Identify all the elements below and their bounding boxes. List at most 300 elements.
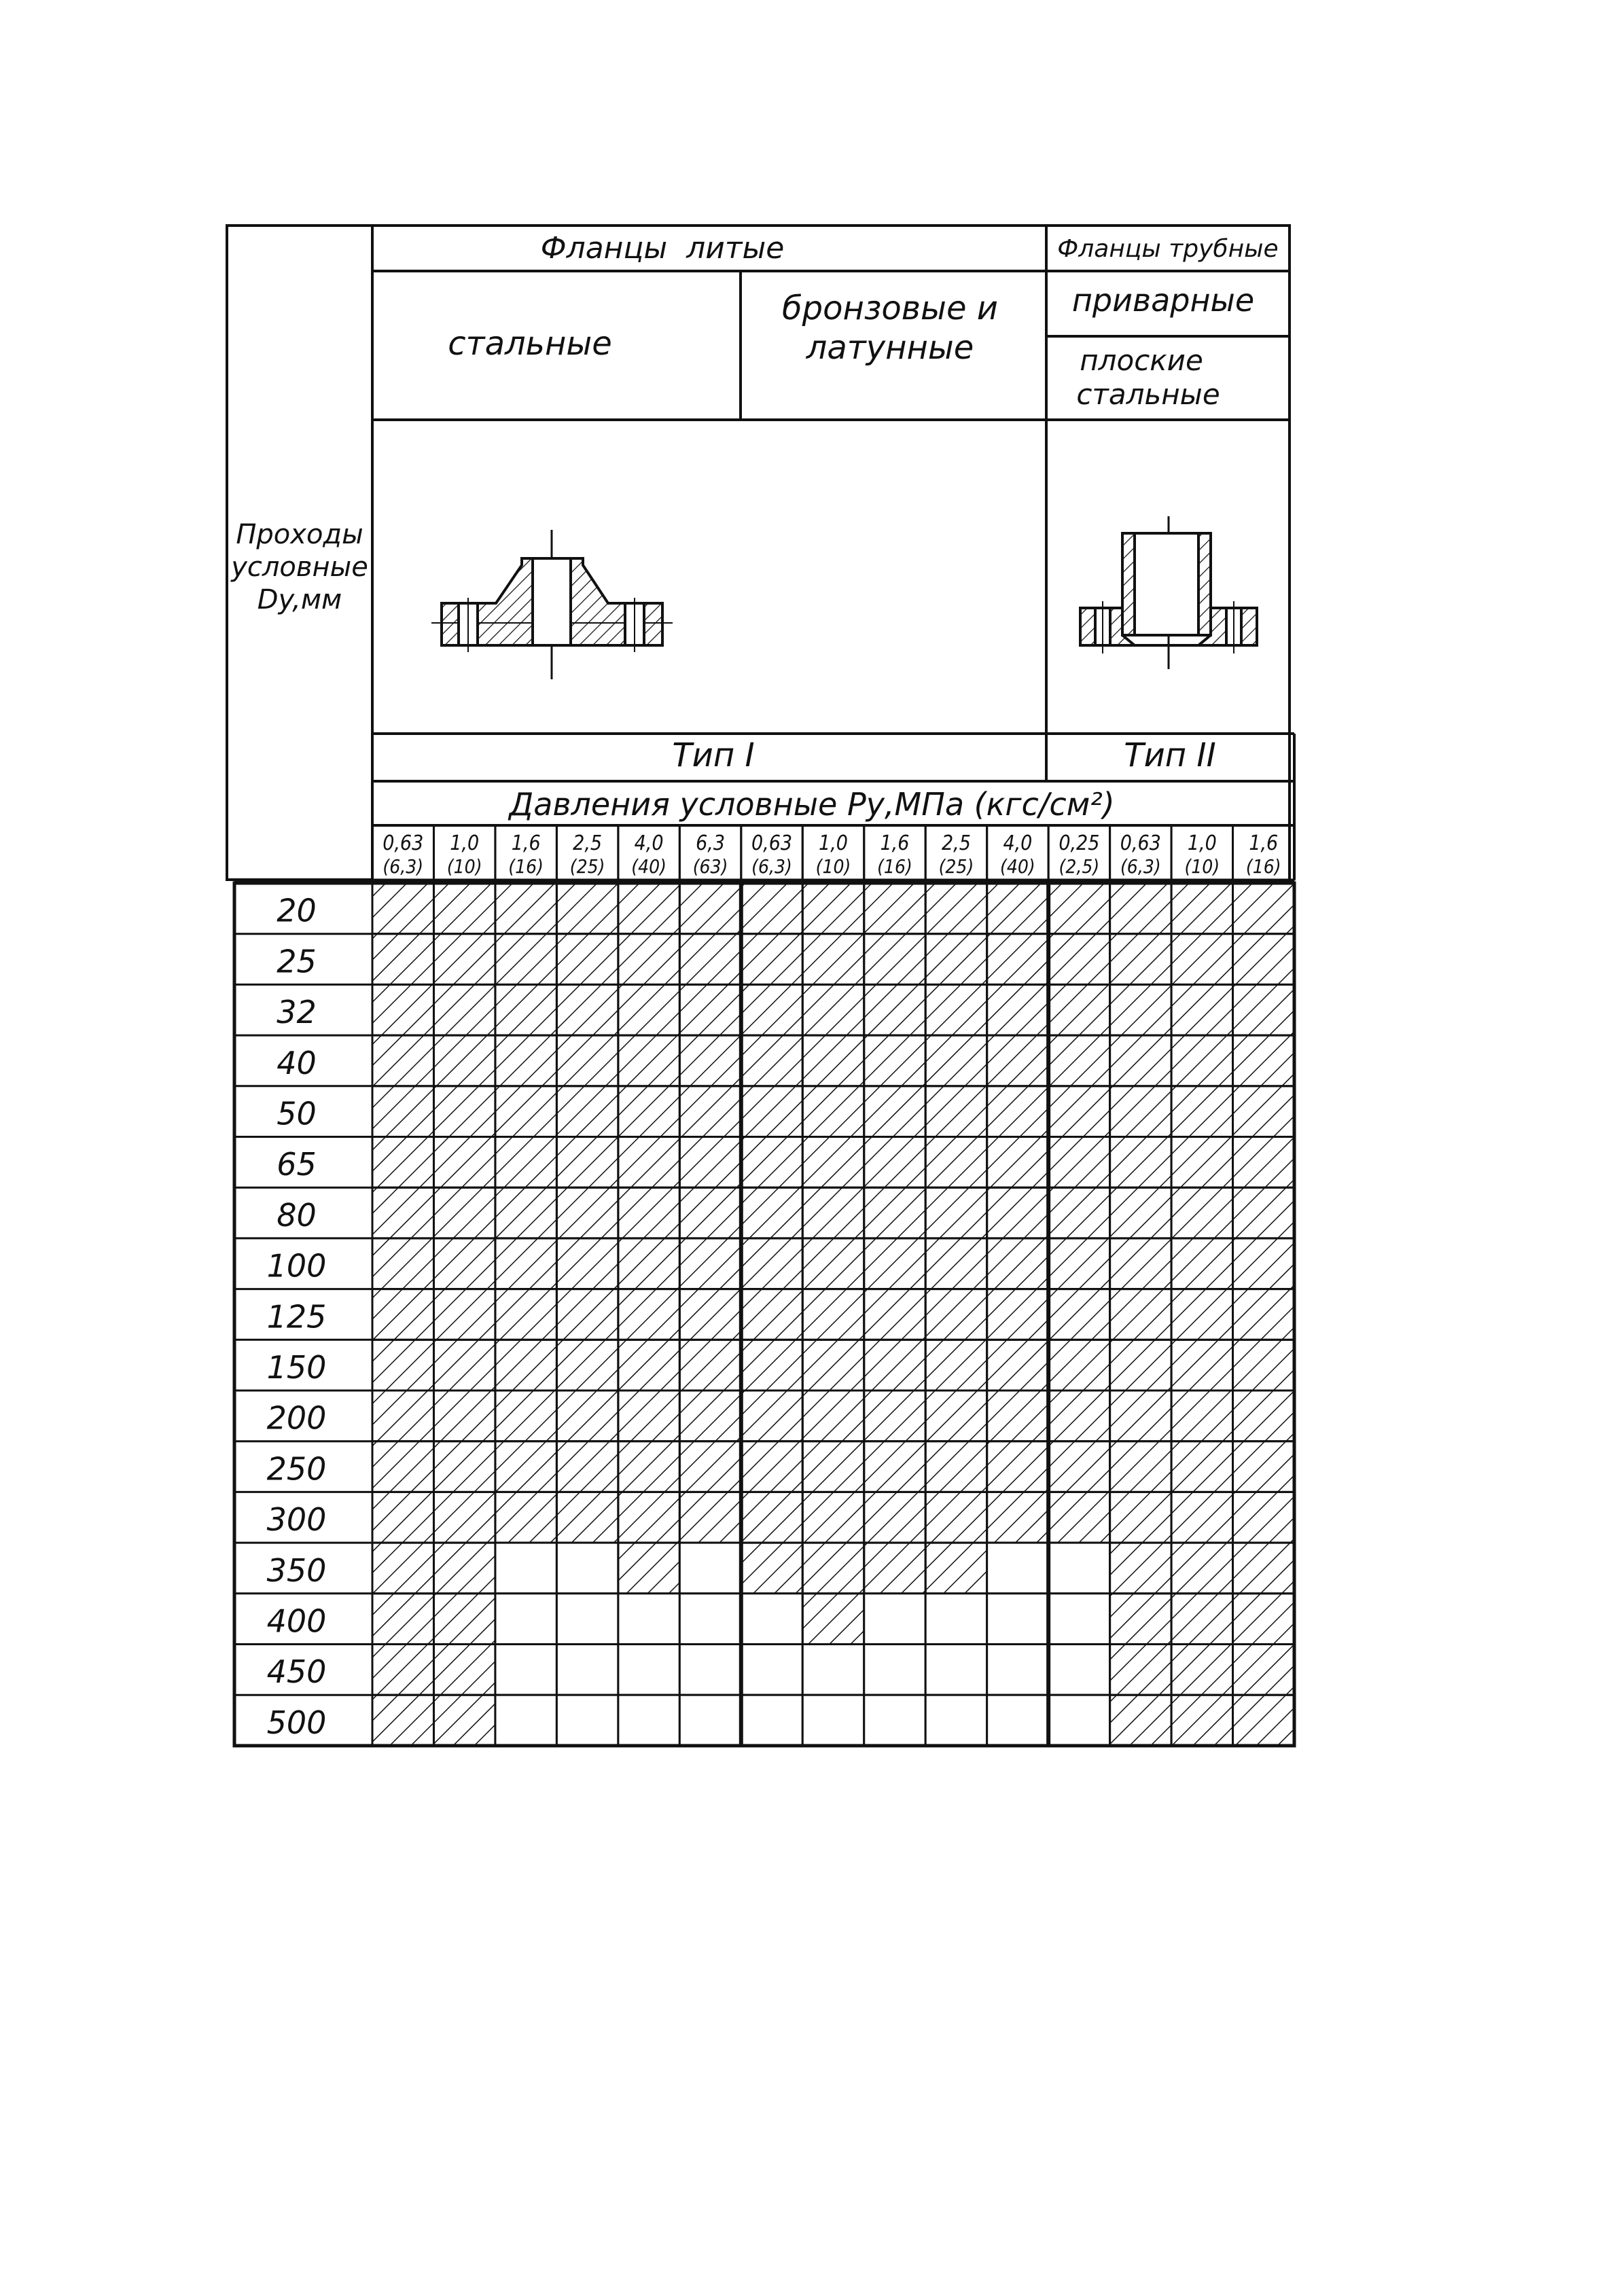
grid-cell-hatched	[864, 984, 925, 1035]
grid-cell-hatched	[925, 1137, 986, 1188]
grid-cell-empty	[987, 1543, 1048, 1594]
grid-cell-hatched	[679, 1137, 741, 1188]
pressure-mpa: 4,0	[634, 831, 664, 855]
grid-cell-hatched	[679, 1492, 741, 1543]
pressure-kgf: (10)	[1184, 855, 1220, 878]
diameter-value: 65	[277, 1146, 317, 1183]
pressure-mpa: 0,63	[1120, 831, 1161, 855]
pressure-header-row	[372, 825, 1294, 880]
grid-cell-hatched	[802, 1035, 864, 1086]
grid-cell-empty	[618, 1695, 679, 1746]
type1-label: Тип I	[672, 736, 755, 774]
grid-cell-hatched	[1110, 1137, 1171, 1188]
type2-flange-drawing	[1080, 516, 1257, 669]
grid-cell-hatched	[864, 1086, 925, 1137]
pressure-mpa: 1,0	[819, 831, 848, 855]
pressure-mpa: 1,0	[1187, 831, 1217, 855]
pressure-cell	[679, 825, 741, 880]
diameter-label-line1: Проходы	[236, 519, 363, 550]
grid-cell-hatched	[925, 1238, 986, 1289]
grid-cell-hatched	[495, 1086, 556, 1137]
grid-cell-hatched	[925, 1441, 986, 1492]
grid-cell-hatched	[1110, 1035, 1171, 1086]
diameter-value: 200	[266, 1399, 327, 1437]
grid-cell-hatched	[864, 1340, 925, 1391]
grid-cell-hatched	[618, 883, 679, 934]
diameter-value: 100	[266, 1247, 327, 1285]
grid-cell-hatched	[495, 1187, 556, 1238]
grid-cell-empty	[495, 1645, 556, 1696]
grid-cell-hatched	[1110, 883, 1171, 934]
grid-cell-hatched	[372, 1492, 433, 1543]
grid-cell-hatched	[1171, 1594, 1232, 1645]
grid-cell-hatched	[433, 1187, 495, 1238]
grid-cell-hatched	[433, 1035, 495, 1086]
grid-cell-hatched	[802, 984, 864, 1035]
grid-cell-hatched	[1233, 1391, 1294, 1441]
grid-cell-hatched	[556, 1289, 618, 1340]
grid-cell-hatched	[433, 1340, 495, 1391]
grid-cell-hatched	[741, 1289, 802, 1340]
welded-label: приварные	[1071, 282, 1255, 319]
grid-cell-hatched	[556, 883, 618, 934]
grid-cell-hatched	[1171, 1238, 1232, 1289]
diameter-row-labels	[234, 893, 372, 1746]
grid-cell-hatched	[372, 883, 433, 934]
grid-cell-empty	[925, 1695, 986, 1746]
pressure-mpa: 0,63	[751, 831, 793, 855]
pressure-kgf: (16)	[877, 855, 912, 878]
pressure-mpa: 1,6	[511, 831, 541, 855]
grid-cell-hatched	[864, 1238, 925, 1289]
grid-cell-empty	[679, 1543, 741, 1594]
grid-cell-hatched	[864, 1035, 925, 1086]
grid-cell-hatched	[925, 934, 986, 985]
grid-cell-hatched	[802, 1340, 864, 1391]
grid-cell-hatched	[1233, 1492, 1294, 1543]
grid-cell-hatched	[618, 1492, 679, 1543]
grid-cell-hatched	[618, 1289, 679, 1340]
grid-cell-hatched	[802, 1289, 864, 1340]
steel-label: стальные	[448, 325, 612, 363]
grid-cell-hatched	[1171, 1441, 1232, 1492]
diameter-value: 250	[266, 1450, 327, 1488]
bronze-label-line1: бронзовые и	[782, 289, 998, 327]
pressure-kgf: (2,5)	[1059, 855, 1100, 878]
grid-cell-hatched	[864, 1543, 925, 1594]
grid-cell-hatched	[1110, 1543, 1171, 1594]
grid-cell-empty	[987, 1594, 1048, 1645]
grid-cell-hatched	[679, 1238, 741, 1289]
grid-cell-hatched	[372, 1035, 433, 1086]
grid-cell-hatched	[1048, 1391, 1109, 1441]
grid-cell-hatched	[741, 883, 802, 934]
pressure-kgf: (10)	[815, 855, 851, 878]
grid-cell-hatched	[987, 1492, 1048, 1543]
pressure-cell	[1110, 825, 1171, 880]
pressure-cell	[433, 825, 495, 880]
grid-cell-empty	[864, 1695, 925, 1746]
grid-cell-hatched	[802, 1391, 864, 1441]
grid-cell-hatched	[495, 1441, 556, 1492]
grid-cell-hatched	[925, 1086, 986, 1137]
bronze-label-line2: латунные	[806, 329, 974, 367]
pressure-mpa: 1,6	[880, 831, 910, 855]
grid-cell-empty	[679, 1695, 741, 1746]
pressure-mpa: 0,25	[1059, 831, 1100, 855]
grid-cell-hatched	[372, 1137, 433, 1188]
grid-cell-hatched	[1110, 1086, 1171, 1137]
grid-cell-hatched	[864, 1187, 925, 1238]
grid-cell-hatched	[372, 1441, 433, 1492]
grid-cell-hatched	[1233, 934, 1294, 985]
diameter-value: 50	[277, 1095, 317, 1132]
grid-cell-hatched	[741, 1238, 802, 1289]
grid-cell-hatched	[1171, 1137, 1232, 1188]
grid-cell-hatched	[618, 1137, 679, 1188]
pressure-mpa: 4,0	[1003, 831, 1033, 855]
grid-cell-hatched	[1110, 934, 1171, 985]
pressure-mpa: 1,6	[1249, 831, 1279, 855]
grid-cell-hatched	[433, 1594, 495, 1645]
type1-flange-drawing	[431, 530, 673, 679]
grid-cell-hatched	[987, 934, 1048, 985]
grid-cell-hatched	[556, 1187, 618, 1238]
pressure-cell	[987, 825, 1048, 880]
grid-cell-hatched	[495, 1035, 556, 1086]
grid-cell-hatched	[433, 1695, 495, 1746]
grid-cell-hatched	[1233, 1086, 1294, 1137]
diameter-value: 20	[277, 892, 317, 929]
diameter-value: 450	[266, 1653, 327, 1691]
grid-cell-hatched	[864, 1137, 925, 1188]
grid-cell-empty	[1048, 1543, 1109, 1594]
grid-cell-hatched	[556, 1086, 618, 1137]
grid-cell-hatched	[1233, 1340, 1294, 1391]
grid-cell-hatched	[1110, 1289, 1171, 1340]
grid-cell-hatched	[741, 1086, 802, 1137]
grid-cell-hatched	[556, 1340, 618, 1391]
grid-cell-empty	[741, 1645, 802, 1696]
grid-cell-hatched	[1171, 1035, 1232, 1086]
grid-cell-hatched	[433, 1543, 495, 1594]
grid-cell-empty	[556, 1695, 618, 1746]
grid-cell-hatched	[433, 984, 495, 1035]
pressure-kgf: (10)	[446, 855, 482, 878]
grid-cell-empty	[495, 1594, 556, 1645]
grid-cell-empty	[741, 1695, 802, 1746]
grid-cell-hatched	[556, 1238, 618, 1289]
flat-label-line1: плоские	[1080, 344, 1203, 377]
grid-cell-hatched	[1048, 1289, 1109, 1340]
grid-cell-hatched	[372, 1543, 433, 1594]
grid-cell-hatched	[1233, 883, 1294, 934]
grid-cell-empty	[618, 1645, 679, 1696]
grid-cell-hatched	[864, 1441, 925, 1492]
grid-cell-hatched	[1110, 1645, 1171, 1696]
pipe-flanges-title: Фланцы трубные	[1057, 235, 1279, 263]
grid-cell-hatched	[1048, 1035, 1109, 1086]
grid-cell-hatched	[495, 1238, 556, 1289]
grid-cell-hatched	[372, 1238, 433, 1289]
pressure-mpa: 2,5	[573, 831, 603, 855]
grid-cell-hatched	[1171, 883, 1232, 934]
grid-cell-hatched	[987, 1340, 1048, 1391]
grid-cell-hatched	[864, 1289, 925, 1340]
grid-cell-hatched	[925, 1289, 986, 1340]
grid-cell-hatched	[618, 1035, 679, 1086]
grid-cell-hatched	[556, 934, 618, 985]
grid-cell-hatched	[433, 1645, 495, 1696]
grid-cell-hatched	[1048, 1187, 1109, 1238]
grid-cell-hatched	[1171, 1340, 1232, 1391]
grid-cell-hatched	[925, 1391, 986, 1441]
grid-cell-hatched	[802, 1187, 864, 1238]
pressure-mpa: 2,5	[941, 831, 971, 855]
pressure-cell	[925, 825, 986, 880]
diameter-value: 150	[266, 1349, 327, 1386]
grid-cell-hatched	[987, 1441, 1048, 1492]
grid-cell-hatched	[372, 1645, 433, 1696]
grid-cell-hatched	[618, 934, 679, 985]
grid-cell-hatched	[987, 1238, 1048, 1289]
grid-cell-hatched	[1233, 1238, 1294, 1289]
grid-cell-empty	[741, 1594, 802, 1645]
grid-cell-hatched	[802, 1441, 864, 1492]
grid-cell-hatched	[372, 1695, 433, 1746]
grid-cell-hatched	[1171, 1187, 1232, 1238]
grid-cell-empty	[864, 1594, 925, 1645]
grid-cell-hatched	[556, 1391, 618, 1441]
grid-cell-empty	[556, 1645, 618, 1696]
pressure-kgf: (25)	[938, 855, 974, 878]
grid-cell-hatched	[1048, 934, 1109, 985]
grid-cell-hatched	[987, 1391, 1048, 1441]
grid-cell-hatched	[433, 1238, 495, 1289]
grid-cell-hatched	[1048, 1086, 1109, 1137]
grid-cell-hatched	[1048, 1492, 1109, 1543]
grid-cell-hatched	[741, 1187, 802, 1238]
grid-cell-hatched	[802, 934, 864, 985]
grid-cell-hatched	[618, 1441, 679, 1492]
grid-cell-hatched	[1233, 1035, 1294, 1086]
grid-cell-hatched	[864, 1492, 925, 1543]
grid-cell-hatched	[433, 1492, 495, 1543]
grid-cell-empty	[925, 1594, 986, 1645]
grid-cell-hatched	[433, 1137, 495, 1188]
grid-cell-hatched	[987, 1035, 1048, 1086]
grid-cell-hatched	[1110, 1238, 1171, 1289]
grid-cell-hatched	[618, 1187, 679, 1238]
grid-cell-hatched	[741, 1391, 802, 1441]
grid-cell-hatched	[679, 1441, 741, 1492]
grid-cell-hatched	[679, 883, 741, 934]
grid-cell-empty	[925, 1645, 986, 1696]
grid-cell-hatched	[1171, 1645, 1232, 1696]
pressure-kgf: (63)	[692, 855, 728, 878]
pressure-title: Давления условные Ру,МПа (кгс/см²)	[509, 786, 1115, 823]
grid-cell-hatched	[1171, 1086, 1232, 1137]
grid-cell-hatched	[1233, 1441, 1294, 1492]
pressure-kgf: (16)	[508, 855, 544, 878]
grid-cell-hatched	[433, 1289, 495, 1340]
grid-cell-hatched	[679, 1340, 741, 1391]
grid-cell-hatched	[1110, 1441, 1171, 1492]
grid-cell-hatched	[433, 1441, 495, 1492]
grid-cell-hatched	[495, 1340, 556, 1391]
grid-cell-hatched	[925, 1340, 986, 1391]
grid-cell-hatched	[679, 1289, 741, 1340]
grid-cell-hatched	[1110, 1187, 1171, 1238]
grid-cell-hatched	[1048, 1441, 1109, 1492]
grid-cell-hatched	[372, 1187, 433, 1238]
pressure-cell	[802, 825, 864, 880]
pressure-cell	[1233, 825, 1294, 880]
grid-cell-hatched	[802, 1086, 864, 1137]
pressure-cell	[864, 825, 925, 880]
grid-cell-hatched	[1048, 984, 1109, 1035]
grid-cell-hatched	[1110, 1492, 1171, 1543]
grid-cell-hatched	[802, 1543, 864, 1594]
pressure-cell	[1171, 825, 1232, 880]
grid-cell-hatched	[495, 883, 556, 934]
flat-label-line2: стальные	[1076, 378, 1220, 411]
grid-cell-hatched	[1110, 1391, 1171, 1441]
pressure-kgf: (6,3)	[1120, 855, 1161, 878]
diameter-value: 300	[266, 1501, 327, 1539]
diameter-value: 400	[266, 1602, 327, 1640]
applicability-grid	[234, 880, 1294, 1746]
grid-cell-hatched	[1171, 1289, 1232, 1340]
grid-cell-hatched	[1171, 1695, 1232, 1746]
grid-cell-hatched	[1233, 1543, 1294, 1594]
grid-cell-empty	[495, 1695, 556, 1746]
grid-cell-hatched	[864, 1391, 925, 1441]
pressure-kgf: (25)	[569, 855, 605, 878]
cast-flanges-title: Фланцы литые	[540, 231, 785, 266]
diameter-value: 350	[266, 1551, 327, 1589]
grid-cell-hatched	[925, 1543, 986, 1594]
grid-cell-hatched	[495, 1492, 556, 1543]
diameter-value: 80	[277, 1196, 317, 1234]
grid-cell-hatched	[741, 1492, 802, 1543]
grid-cell-hatched	[556, 984, 618, 1035]
pressure-kgf: (6,3)	[383, 855, 424, 878]
diameter-value: 40	[277, 1044, 317, 1081]
grid-cell-hatched	[1233, 1137, 1294, 1188]
grid-cell-hatched	[802, 1137, 864, 1188]
grid-cell-hatched	[433, 883, 495, 934]
grid-cell-hatched	[1048, 1340, 1109, 1391]
grid-cell-hatched	[1110, 984, 1171, 1035]
grid-cell-hatched	[741, 1035, 802, 1086]
pressure-cell	[1048, 825, 1109, 880]
grid-cell-empty	[802, 1695, 864, 1746]
grid-cell-hatched	[987, 984, 1048, 1035]
grid-cell-hatched	[372, 1594, 433, 1645]
grid-cell-hatched	[802, 1594, 864, 1645]
grid-cell-hatched	[618, 1086, 679, 1137]
grid-cell-hatched	[925, 883, 986, 934]
pressure-kgf: (16)	[1245, 855, 1281, 878]
grid-cell-empty	[1048, 1594, 1109, 1645]
pressure-kgf: (40)	[1000, 855, 1035, 878]
diameter-label-line2: условные	[231, 552, 368, 583]
grid-cell-hatched	[679, 1035, 741, 1086]
pressure-mpa: 1,0	[450, 831, 480, 855]
diameter-value: 25	[277, 943, 317, 980]
grid-cell-hatched	[679, 1086, 741, 1137]
grid-cell-hatched	[372, 1289, 433, 1340]
grid-cell-hatched	[372, 1086, 433, 1137]
grid-cell-hatched	[925, 984, 986, 1035]
grid-cell-hatched	[925, 1187, 986, 1238]
grid-cell-hatched	[741, 1137, 802, 1188]
grid-cell-hatched	[495, 1391, 556, 1441]
grid-cell-hatched	[987, 883, 1048, 934]
grid-cell-hatched	[1171, 1543, 1232, 1594]
diameter-label-line3: Dy,мм	[257, 584, 342, 615]
grid-cell-hatched	[495, 934, 556, 985]
grid-cell-empty	[802, 1645, 864, 1696]
grid-cell-hatched	[372, 934, 433, 985]
grid-cell-hatched	[1110, 1695, 1171, 1746]
grid-cell-hatched	[741, 934, 802, 985]
grid-cell-hatched	[679, 1391, 741, 1441]
pressure-mpa: 0,63	[383, 831, 424, 855]
grid-cell-empty	[987, 1695, 1048, 1746]
grid-cell-hatched	[864, 883, 925, 934]
grid-cell-hatched	[1110, 1594, 1171, 1645]
grid-cell-hatched	[741, 1340, 802, 1391]
grid-cell-empty	[1048, 1645, 1109, 1696]
grid-cell-hatched	[556, 1137, 618, 1188]
grid-cell-hatched	[1048, 1238, 1109, 1289]
grid-cell-hatched	[864, 934, 925, 985]
grid-cell-hatched	[433, 934, 495, 985]
grid-cell-empty	[556, 1543, 618, 1594]
grid-cell-hatched	[556, 1035, 618, 1086]
diameter-value: 500	[266, 1704, 327, 1741]
grid-cell-empty	[556, 1594, 618, 1645]
grid-cell-hatched	[802, 883, 864, 934]
grid-cell-hatched	[495, 1289, 556, 1340]
grid-cell-empty	[495, 1543, 556, 1594]
grid-cell-hatched	[679, 984, 741, 1035]
grid-cell-hatched	[925, 1035, 986, 1086]
grid-cell-hatched	[1233, 1187, 1294, 1238]
pressure-kgf: (40)	[631, 855, 666, 878]
grid-cell-hatched	[618, 1340, 679, 1391]
grid-cell-hatched	[987, 1086, 1048, 1137]
grid-cell-hatched	[1048, 883, 1109, 934]
pressure-cell	[495, 825, 556, 880]
pressure-cell	[741, 825, 802, 880]
grid-cell-hatched	[741, 1543, 802, 1594]
grid-cell-empty	[987, 1645, 1048, 1696]
grid-cell-hatched	[987, 1137, 1048, 1188]
grid-cell-empty	[864, 1645, 925, 1696]
pressure-cell	[372, 825, 433, 880]
grid-cell-hatched	[802, 1238, 864, 1289]
grid-cell-hatched	[433, 1391, 495, 1441]
grid-cell-hatched	[495, 1137, 556, 1188]
type2-label: Тип II	[1124, 736, 1216, 774]
grid-cell-hatched	[1233, 1645, 1294, 1696]
grid-cell-hatched	[433, 1086, 495, 1137]
grid-cell-empty	[679, 1645, 741, 1696]
pressure-mpa: 6,3	[696, 831, 726, 855]
